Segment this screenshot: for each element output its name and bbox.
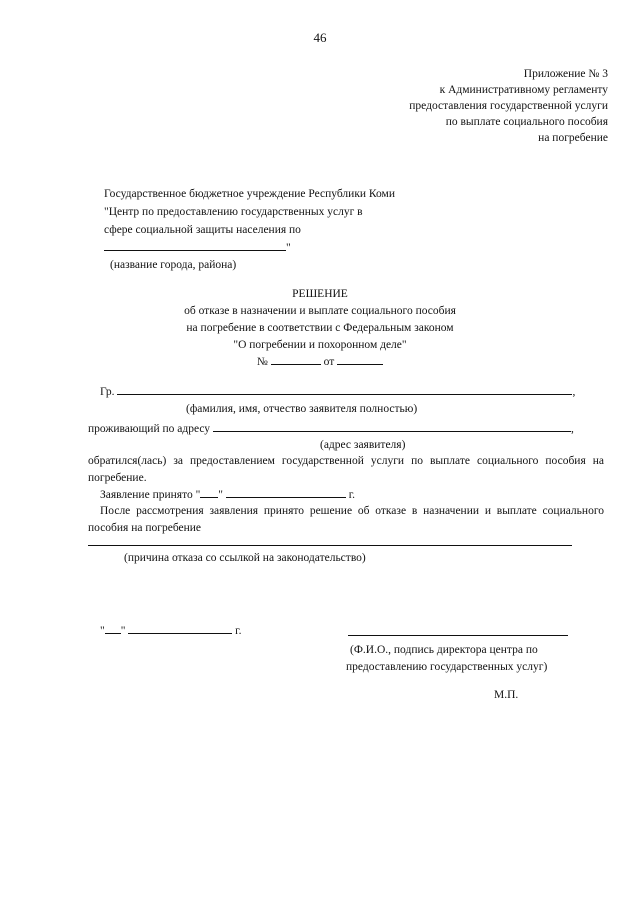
date-field[interactable]: [337, 354, 383, 365]
footer-date-row: [100, 623, 241, 638]
signature-line[interactable]: [348, 634, 568, 636]
accepted-year-suffix: г.: [348, 489, 356, 501]
appendix-line: по выплате социального пособия: [445, 116, 608, 128]
appendix-line: к Административному регламенту: [439, 84, 608, 96]
appendix-line: Приложение № 3: [523, 68, 608, 80]
footer-year-suffix: г.: [235, 625, 242, 637]
reason-caption: (причина отказа со ссылкой на законодательство): [124, 552, 366, 564]
institution-city-field[interactable]: [104, 239, 395, 257]
institution-line: сфере социальной защиты населения по: [104, 224, 301, 236]
applied-text: обратился(лась) за предоставлением государственной услуги по выплате социального пособия на погребение.: [88, 455, 604, 484]
signature-caption-line: (Ф.И.О., подпись директора центра по: [350, 644, 538, 656]
citizen-caption: (фамилия, имя, отчество заявителя полностью): [186, 403, 418, 415]
accepted-quote: ": [218, 489, 223, 501]
address-label: проживающий по адресу: [88, 423, 211, 435]
number-label: №: [256, 356, 268, 368]
decision-subtitle-line: об отказе в назначении и выплате социального пособия: [184, 305, 456, 317]
address-field[interactable]: [213, 421, 571, 432]
address-caption: (адрес заявителя): [320, 439, 406, 451]
accepted-row: [100, 487, 355, 502]
city-blank[interactable]: [104, 240, 286, 251]
decision-subtitle-line: на погребение в соответствии с Федеральным законом: [186, 322, 454, 334]
institution-line: Государственное бюджетное учреждение Республики Коми: [104, 188, 395, 200]
footer-date-quote: ": [120, 625, 126, 637]
citizen-label: Гр.: [100, 386, 115, 398]
appendix-header: [409, 66, 608, 146]
stamp-label: М.П.: [494, 689, 519, 701]
decision-number-row: [0, 354, 640, 371]
signature-caption-line: предоставлению государственных услуг): [346, 661, 548, 673]
number-field[interactable]: [271, 354, 321, 365]
citizen-name-field[interactable]: [117, 384, 572, 395]
footer-date-open: ": [100, 625, 105, 637]
appendix-line: на погребение: [538, 132, 608, 144]
city-caption: (название города, района): [110, 259, 237, 271]
from-label: от: [323, 356, 335, 368]
footer-day-field[interactable]: [105, 623, 121, 634]
address-row: проживающий по адресу ,: [88, 423, 574, 435]
decision-header: [0, 286, 640, 371]
accepted-month-field[interactable]: [226, 487, 346, 498]
institution-quote: ": [286, 242, 291, 254]
decision-title: РЕШЕНИЕ: [292, 288, 348, 300]
citizen-row: Гр. ,: [100, 386, 576, 398]
appendix-line: предоставления государственной услуги: [409, 100, 608, 112]
decision-text: После рассмотрения заявления принято решение об отказе в назначении и выплате социального пособия на погребение: [88, 505, 604, 534]
footer-month-field[interactable]: [128, 623, 232, 634]
institution-block: [104, 185, 395, 257]
institution-line: "Центр по предоставлению государственных услуг в: [104, 206, 363, 218]
accepted-label: Заявление принято ": [100, 489, 201, 501]
reason-line[interactable]: [88, 544, 572, 546]
decision-subtitle-line: "О погребении и похоронном деле": [233, 339, 407, 351]
page-number: 46: [313, 30, 327, 45]
accepted-day-field[interactable]: [200, 487, 218, 498]
